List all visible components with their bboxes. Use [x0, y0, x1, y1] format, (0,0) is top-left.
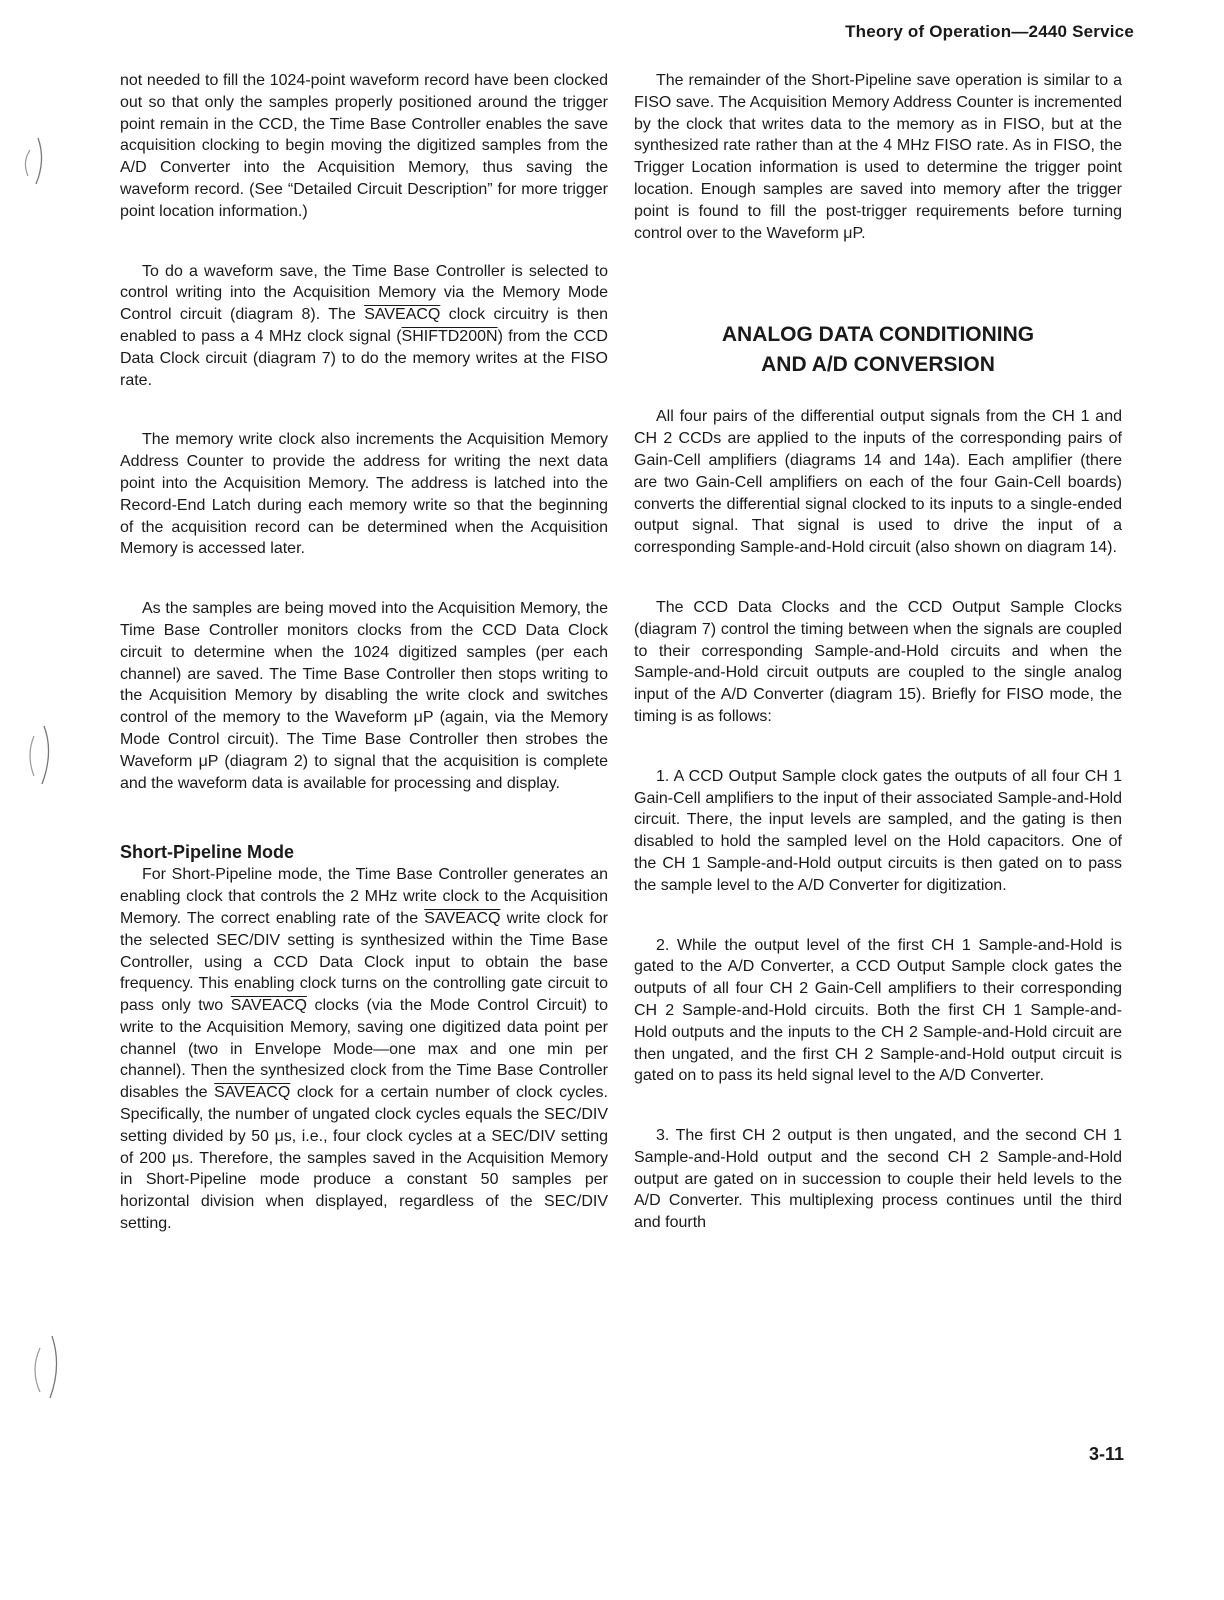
text-run: write clock for the selected SEC/DIV setting is synthesized within the Time Base Controller, using a CCD Data Clock input to obtain the base frequency. This enabling clock turns on the controlling gate circuit to pass only two: [120, 909, 608, 1015]
binder-hole-marks: [0, 0, 90, 1600]
text-run: clocks (via the Mode Control Circuit) to write to the Acquisition Memory, saving one digitized data point per channel (two in Envelope Mode—one max and one min per channel). Then the synthesized clock from the Time Base Controller disables the: [120, 997, 609, 1102]
paragraph: As the samples are being moved into the Acquisition Memory, the Time Base Controller monitors clocks from the CCD Data Clock circuit to determine when the 1024 digitized samples (per each channel) are saved. The Time Base Controller then stops writing to the Acquisition Memory by disabling the write clock and switches control of the memory to the Waveform μP (again, via the Memory Mode Control circuit). The Time Base Controller then strobes the Waveform μP (diagram 2) to signal that the acquisition is complete and the waveform data is available for processing and display.: [120, 600, 608, 792]
signal-name: SAVEACQ: [424, 909, 501, 927]
running-header: Theory of Operation—2440 Service: [845, 22, 1134, 41]
paragraph: The remainder of the Short-Pipeline save operation is similar to a FISO save. The Acquisition Memory Address Counter is incremented by the clock that writes data to the memory as in FISO, but at the synthesized rate rather than at the 4 MHz FISO rate. As in FISO, the Trigger Location information is used to determine the trigger point location. Enough samples are saved into memory after the trigger point is found to fill the post-trigger requirements before turning control over to the Waveform μP.: [634, 72, 1122, 242]
paragraph: The memory write clock also increments the Acquisition Memory Address Counter to provide the address for writing the next data point into the Acquisition Memory. The address is latched into the Record-End Latch during each memory write so that the beginning of the acquisition record can be determined when the Acquisition Memory is accessed later.: [120, 431, 608, 558]
section-heading-line: AND A/D CONVERSION: [761, 353, 995, 377]
list-item: 1. A CCD Output Sample clock gates the outputs of all four CH 1 Gain-Cell amplifiers to the input of their associated Sample-and-Hold circuit. There, the input levels are sampled, and the gating is then disabled to hold the sampled level on the Hold capacitors. One of the CH 1 Sample-and-Hold output circuits is then gated on to pass the sample level to the A/D Converter for digitization.: [634, 767, 1122, 894]
right-column: [634, 70, 1122, 1234]
list-item: 3. The first CH 2 output is then ungated, and the second CH 1 Sample-and-Hold output and the second CH 2 Sample-and-Hold output are gated on in succession to couple their held levels to the A/D Converter. This multiplexing process continues until the third and fourth: [634, 1127, 1122, 1232]
list-item: 2. While the output level of the first CH 1 Sample-and-Hold is gated to the A/D Converter, a CCD Output Sample clock gates the outputs of all four CH 2 Gain-Cell amplifiers to their corresponding CH 2 Sample-and-Hold circuits. Both the first CH 1 Sample-and-Hold outputs and the inputs to the CH 2 Sample-and-Hold circuit are then ungated, and the first CH 2 Sample-and-Hold output circuit is gated on to pass its held signal level to the A/D Converter.: [634, 936, 1122, 1085]
text-run: ) from the CCD Data Clock circuit (diagram 7) to do the memory writes at the FISO rate.: [120, 327, 608, 389]
text-run: To do a waveform save, the Time Base Controller is selected to control writing into the Acquisition Memory via the Memory Mode Control circuit (diagram 8). The: [120, 262, 608, 324]
binder-hole-middle: [30, 736, 34, 776]
sub-heading: Short-Pipeline Mode: [120, 842, 295, 863]
signal-name: SAVEACQ: [214, 1084, 291, 1102]
binder-hole-bottom: [35, 1348, 40, 1392]
paragraph: not needed to fill the 1024-point waveform record have been clocked out so that only the samples properly positioned around the trigger point remain in the CCD, the Time Base Controller enables the save acquisition clocking to begin moving the digitized samples from the A/D Converter into the Acquisition Memory, thus saving the waveform record. (See “Detailed Circuit Description” for more trigger point location information.): [120, 72, 608, 220]
section-heading: [634, 320, 1122, 380]
text-run: clock circuitry is then enabled to pass a 4 MHz clock signal (: [120, 306, 609, 345]
signal-name: SAVEACQ: [230, 997, 307, 1015]
signal-name: SHIFTD200N: [401, 327, 498, 345]
signal-name: SAVEACQ: [364, 306, 441, 324]
text-run: clock for a certain number of clock cycles. Specifically, the number of ungated clock cycles equals the SEC/DIV setting divided by 50 μs, i.e., four clock cycles at a SEC/DIV setting of 200 μs. Therefore, the samples saved in the Acquisition Memory in Short-Pipeline mode produce a constant 50 samples per horizontal division when displayed, regardless of the SEC/DIV setting.: [120, 1084, 608, 1233]
binder-hole-top: [25, 150, 30, 176]
paragraph: [120, 261, 608, 392]
left-column: [120, 70, 608, 1235]
paragraph: [120, 864, 608, 1235]
section-heading-line: ANALOG DATA CONDITIONING: [721, 323, 1035, 347]
paragraph: All four pairs of the differential output signals from the CH 1 and CH 2 CCDs are applied to the inputs of the corresponding pairs of Gain-Cell amplifiers (diagrams 14 and 14a). Each amplifier (there are two Gain-Cell amplifiers on each of the four Gain-Cell boards) converts the differential signal clocked to its inputs to a single-ended output signal. That signal is used to drive the input of a corresponding Sample-and-Hold circuit (also shown on diagram 14).: [634, 408, 1122, 557]
page-number: 3-11: [1088, 1444, 1124, 1464]
paragraph: The CCD Data Clocks and the CCD Output Sample Clocks (diagram 7) control the timing between when the signals are coupled to their corresponding Sample-and-Hold circuits and when the Sample-and-Hold circuit outputs are coupled to the single analog input of the A/D Converter (diagram 15). Briefly for FISO mode, the timing is as follows:: [634, 598, 1122, 725]
text-run: For Short-Pipeline mode, the Time Base Controller generates an enabling clock that controls the 2 MHz write clock to the Acquisition Memory. The correct enabling rate of the: [120, 866, 608, 927]
